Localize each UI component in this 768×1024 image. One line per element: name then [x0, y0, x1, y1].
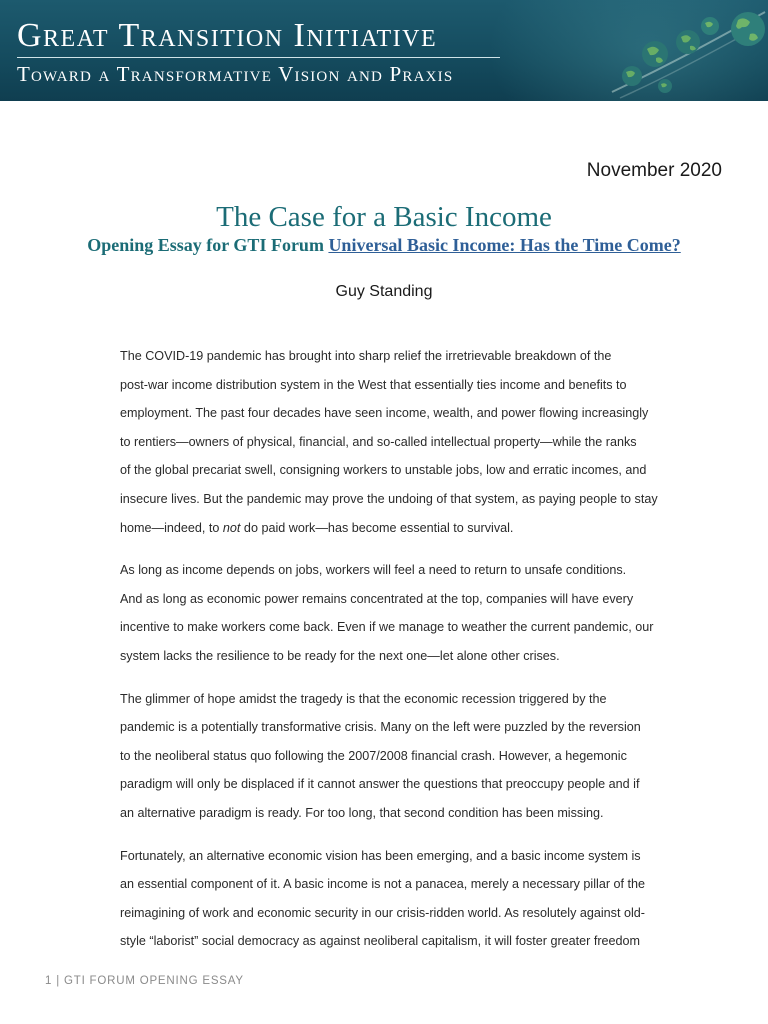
footer-separator: |	[56, 975, 60, 987]
paragraph-1	[120, 342, 658, 542]
paragraph-line: Fortunately, an alternative economic vision has been emerging, and a basic income system is	[120, 848, 641, 863]
paragraph-3	[120, 685, 650, 828]
paragraph-line: to the neoliberal status quo following the 2007/2008 financial crash. However, a hegemonic	[120, 748, 627, 763]
paragraph-line: of the global precariat swell, consigning workers to unstable jobs, low and erratic incomes, and	[120, 463, 647, 478]
footer-label: GTI FORUM OPENING ESSAY	[64, 975, 244, 987]
paragraph-line: The COVID-19 pandemic has brought into sharp relief the irretrievable breakdown of the	[120, 349, 612, 363]
globes-logo-icon	[610, 4, 768, 100]
forum-link[interactable]: Universal Basic Income: Has the Time Come?	[328, 235, 681, 255]
essay-body	[120, 342, 658, 970]
paragraph-line: As long as income depends on jobs, workers will feel a need to return to unsafe conditions.	[120, 563, 627, 578]
line-text: home—indeed, to	[120, 520, 223, 535]
paragraph-line: The glimmer of hope amidst the tragedy is that the economic recession triggered by the	[120, 691, 607, 706]
publication-date: November 2020	[586, 160, 722, 181]
paragraph-line: an alternative paradigm is ready. For too long, that second condition has been missing.	[120, 805, 604, 820]
paragraph-line: reimagining of work and economic security in our crisis-ridden world. As resolutely against old-	[120, 905, 645, 920]
author-name: Guy Standing	[335, 283, 433, 300]
page-footer	[45, 975, 244, 987]
paragraph-line: an essential component of it. A basic income is not a panacea, merely a necessary pillar of the	[120, 877, 646, 892]
paragraph-line: employment. The past four decades have seen income, wealth, and power flowing increasingly	[120, 406, 649, 421]
paragraph-line: post-war income distribution system in the West that essentially ties income and benefits to	[120, 377, 627, 392]
paragraph-line: insecure lives. But the pandemic may prove the undoing of that system, as paying people to stay	[120, 491, 658, 506]
emphasis-text: not	[222, 520, 241, 535]
paragraph-line: to rentiers—owners of physical, financial, and so-called intellectual property—while the ranks	[120, 434, 637, 449]
paragraph-line	[120, 514, 650, 543]
page-number: 1	[45, 975, 53, 987]
paragraph-line: style “laborist” social democracy as against neoliberal capitalism, it will foster greater freedom	[120, 934, 641, 949]
paragraph-line: system lacks the resilience to be ready for the next one—let alone other crises.	[120, 648, 560, 663]
essay-subtitle	[0, 235, 768, 256]
header-banner	[0, 0, 768, 101]
paragraph-line: pandemic is a potentially transformative crisis. Many on the left were puzzled by the reversion	[120, 720, 641, 735]
essay-subtitle-prefix: Opening Essay for GTI Forum	[87, 235, 329, 255]
banner-subtitle: Toward a Transformative Vision and Praxis	[17, 62, 454, 86]
line-text: do paid work—has become essential to survival.	[240, 520, 514, 535]
paragraph-4	[120, 842, 650, 956]
essay-title: The Case for a Basic Income	[216, 201, 552, 233]
paragraph-line: paradigm will only be displaced if it cannot answer the questions that preoccupy people and if	[120, 777, 640, 792]
paragraph-line: incentive to make workers come back. Even if we manage to weather the current pandemic, our	[120, 620, 654, 635]
banner-title: Great Transition Initiative	[17, 17, 438, 54]
paragraph-2	[120, 556, 654, 670]
banner-divider	[17, 57, 500, 58]
paragraph-line: And as long as economic power remains concentrated at the top, companies will have every	[120, 591, 634, 606]
